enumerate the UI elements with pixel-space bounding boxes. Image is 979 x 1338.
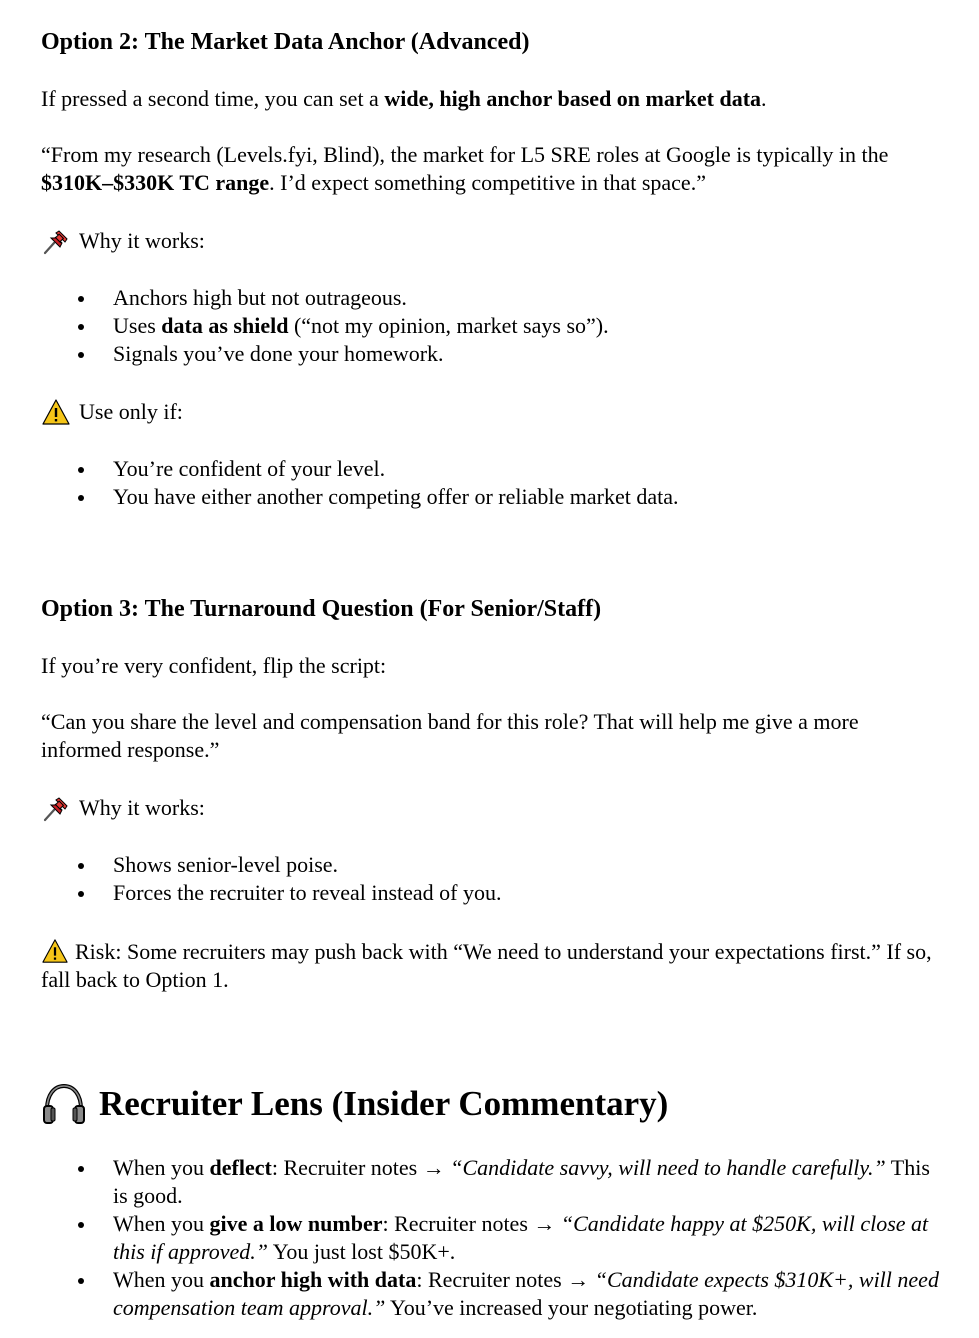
option2-use-list [41,455,939,511]
option2-intro: If pressed a second time, you can set a wide, high anchor based on market data. [41,86,767,111]
warning-icon [41,938,69,964]
list-item: You have either another competing offer or reliable market data. [41,483,939,511]
pushpin-icon [41,227,71,255]
list-item: When you give a low number: Recruiter notes → “Candidate happy at $250K, will close at this if approved.” You just lost $50K+. [41,1210,939,1266]
list-item: When you deflect: Recruiter notes → “Candidate savvy, will need to handle carefully.” This is good. [41,1154,939,1210]
warning-icon [41,398,71,426]
list-item: Shows senior-level poise. [41,851,939,879]
list-item: Anchors high but not outrageous. [41,284,939,312]
option3-quote: “Can you share the level and compensation band for this role? That will help me give a more informed response.” [41,709,859,762]
option3-intro: If you’re very confident, flip the script: [41,653,387,678]
option3-risk: Risk: Some recruiters may push back with “We need to understand your expectations first.” If so, fall back to Option 1. [41,939,932,992]
headphones-icon [41,1081,87,1127]
option3-heading: Option 3: The Turnaround Question (For Senior/Staff) [41,596,602,622]
pushpin-icon [41,794,71,822]
recruiter-list [41,1154,939,1322]
list-item: When you anchor high with data: Recruiter notes → “Candidate expects $310K+, will need compensation team approval.” You’ve increased your negotiating power. [41,1266,939,1322]
list-item: You’re confident of your level. [41,455,939,483]
list-item: Signals you’ve done your homework. [41,340,939,368]
option3-why-list [41,851,939,907]
option2-why-label: Why it works: [41,227,939,255]
option2-why-list [41,284,939,368]
list-item: Uses data as shield (“not my opinion, market says so”). [41,312,939,340]
recruiter-heading: Recruiter Lens (Insider Commentary) [41,1081,939,1127]
option2-quote: “From my research (Levels.fyi, Blind), the market for L5 SRE roles at Google is typically in the $310K–$330K TC range. I’d expect something competitive in that space.” [41,142,889,195]
option3-why-label: Why it works: [41,794,939,822]
option2-use-label: Use only if: [41,398,939,426]
list-item: Forces the recruiter to reveal instead of you. [41,879,939,907]
option2-heading: Option 2: The Market Data Anchor (Advanced) [41,29,530,55]
